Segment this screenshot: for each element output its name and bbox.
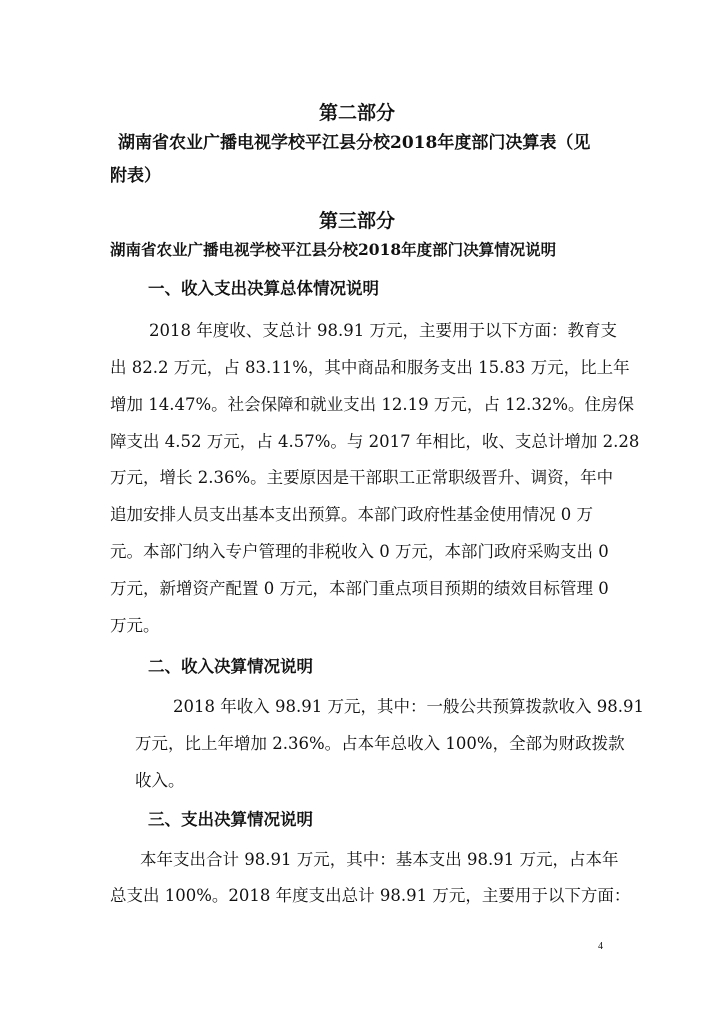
part3-title: 湖南省农业广播电视学校平江县分校2018年度部门决算情况说明	[110, 240, 557, 259]
section3-heading: 三、支出决算情况说明	[148, 810, 313, 829]
section2-line: 万元，比上年增加 2.36%。占本年总收入 100%，全部为财政拨款	[135, 734, 625, 753]
section1-line: 万元，增长 2.36%。主要原因是干部职工正常职级晋升、调资，年中	[110, 468, 614, 487]
section1-line: 万元。	[110, 616, 160, 635]
section1-line: 出 82.2 万元，占 83.11%，其中商品和服务支出 15.83 万元，比上年	[110, 358, 630, 377]
section1-line: 增加 14.47%。社会保障和就业支出 12.19 万元，占 12.32%。住房保	[110, 395, 635, 414]
section1-line: 障支出 4.52 万元，占 4.57%。与 2017 年相比，收、支总计增加 2.28	[110, 432, 640, 451]
section1-line: 万元，新增资产配置 0 万元，本部门重点项目预期的绩效目标管理 0	[110, 579, 609, 598]
section2-line: 收入。	[135, 771, 185, 790]
part2-heading: 第二部分	[318, 102, 395, 124]
page-number: 4	[598, 941, 603, 952]
part3-heading: 第三部分	[318, 210, 395, 232]
section3-line: 本年支出合计 98.91 万元，其中：基本支出 98.91 万元，占本年	[140, 850, 619, 869]
part2-title-line2: 附表）	[110, 166, 161, 186]
section1-line: 追加安排人员支出基本支出预算。本部门政府性基金使用情况 0 万	[110, 505, 593, 524]
part2-title-line1: 湖南省农业广播电视学校平江县分校2018年度部门决算表（见	[118, 133, 591, 153]
section2-line: 2018 年收入 98.91 万元，其中：一般公共预算拨款收入 98.91	[173, 697, 644, 716]
section1-heading: 一、收入支出决算总体情况说明	[148, 279, 379, 298]
section1-line: 元。本部门纳入专户管理的非税收入 0 万元，本部门政府采购支出 0	[110, 542, 609, 561]
section1-line: 2018 年度收、支总计 98.91 万元，主要用于以下方面：教育支	[149, 321, 617, 340]
section3-line: 总支出 100%。2018 年度支出总计 98.91 万元，主要用于以下方面：	[110, 886, 631, 905]
section2-heading: 二、收入决算情况说明	[148, 657, 313, 676]
